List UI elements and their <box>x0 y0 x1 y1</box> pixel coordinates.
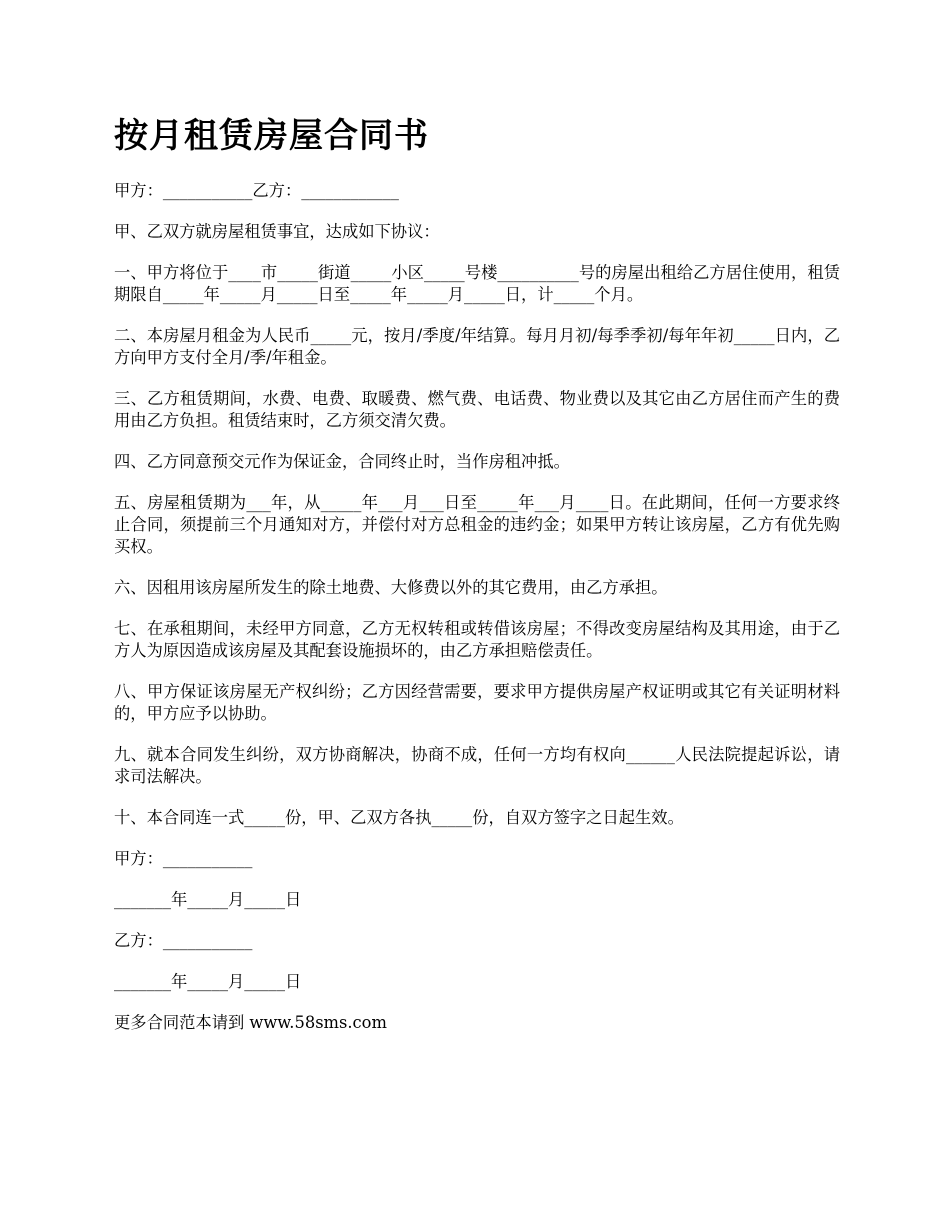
clause-6: 六、因租用该房屋所发生的除土地费、大修费以外的其它费用，由乙方承担。 <box>114 578 668 597</box>
intro-paragraph: 甲、乙双方就房屋租赁事宜，达成如下协议： <box>114 222 440 241</box>
clause-2: 二、本房屋月租金为人民币_____元，按月/季度/年结算。每月月初/每季季初/每年年初_____日内，乙方向甲方支付全月/季/年租金。 <box>114 326 840 367</box>
party-line: 甲方：___________乙方：____________ <box>114 181 399 200</box>
document-title: 按月租赁房屋合同书 <box>114 116 429 156</box>
clause-5: 五、房屋租赁期为___年，从_____年___月___日至_____年___月____日。在此期间，任何一方要求终止合同，须提前三个月通知对方，并偿付对方总租金的违约金；如果甲方转让该房屋，乙方有优先购买权。 <box>114 493 840 556</box>
clause-1: 一、甲方将位于____市_____街道_____小区_____号楼__________号的房屋出租给乙方居住使用，租赁期限自_____年_____月_____日至_____年_____月_____日，计_____个月。 <box>114 263 840 304</box>
clause-7: 七、在承租期间，未经甲方同意，乙方无权转租或转借该房屋；不得改变房屋结构及其用途，由于乙方人为原因造成该房屋及其配套设施损坏的，由乙方承担赔偿责任。 <box>114 619 840 660</box>
party-b-date: _______年_____月_____日 <box>114 972 302 991</box>
clause-3: 三、乙方租赁期间，水费、电费、取暖费、燃气费、电话费、物业费以及其它由乙方居住而产生的费用由乙方负担。租赁结束时，乙方须交清欠费。 <box>114 389 840 430</box>
clause-8: 八、甲方保证该房屋无产权纠纷；乙方因经营需要，要求甲方提供房屋产权证明或其它有关证明材料的，甲方应予以协助。 <box>114 682 840 723</box>
document-body <box>114 180 840 1053</box>
party-b-signature: 乙方：___________ <box>114 931 253 950</box>
clause-10: 十、本合同连一式_____份，甲、乙双方各执_____份，自双方签字之日起生效。 <box>114 808 684 827</box>
party-a-signature: 甲方：___________ <box>114 849 253 868</box>
clause-4: 四、乙方同意预交元作为保证金，合同终止时，当作房租冲抵。 <box>114 452 570 471</box>
clause-9: 九、就本合同发生纠纷，双方协商解决，协商不成，任何一方均有权向______人民法院提起诉讼，请求司法解决。 <box>114 745 840 786</box>
party-a-date: _______年_____月_____日 <box>114 890 302 909</box>
footer-note: 更多合同范本请到 www.58sms.com <box>114 1013 387 1032</box>
